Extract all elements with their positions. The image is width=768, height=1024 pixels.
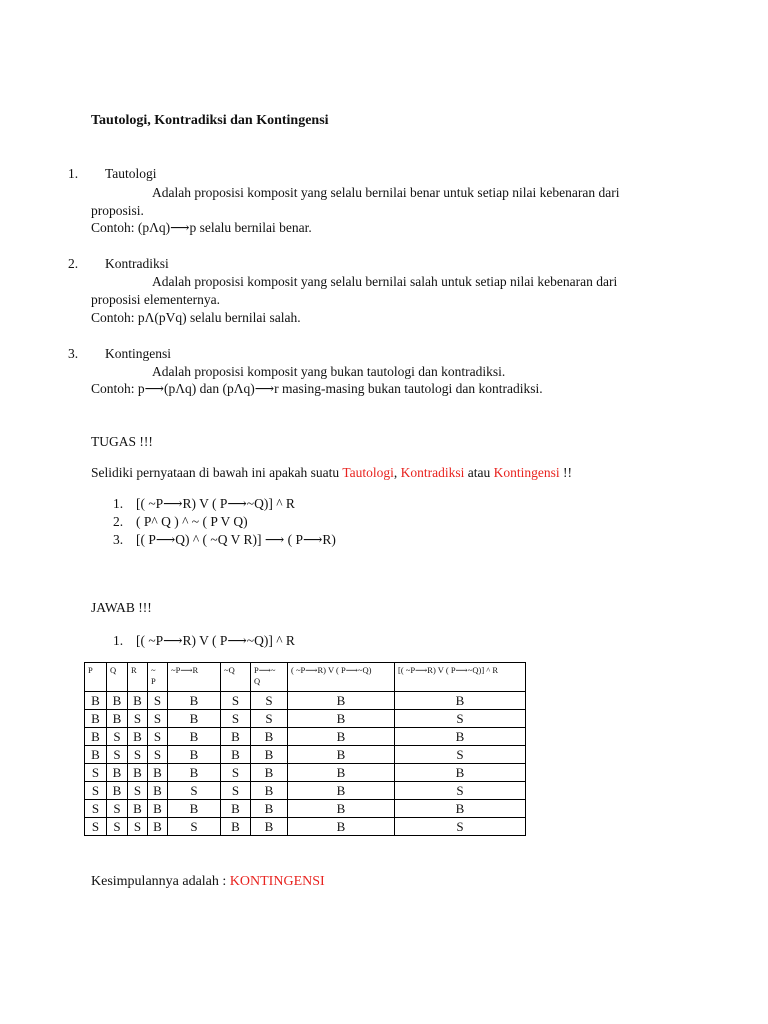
table-header-cell: ~ P [148, 663, 168, 692]
table-cell: B [221, 818, 251, 836]
table-cell: S [85, 818, 107, 836]
table-cell: B [251, 764, 288, 782]
table-cell: S [221, 782, 251, 800]
table-header-cell: R [128, 663, 148, 692]
table-header-cell: ~P⟶R [168, 663, 221, 692]
definition-text-cont: proposisi. [91, 203, 144, 218]
table-cell: S [251, 710, 288, 728]
table-cell: B [168, 764, 221, 782]
table-cell: S [395, 782, 526, 800]
table-cell: B [168, 800, 221, 818]
table-cell: B [168, 692, 221, 710]
list-item-number: 3. [113, 532, 124, 547]
list-item-number: 2. [113, 514, 124, 529]
truth-table [84, 662, 526, 836]
table-cell: S [128, 818, 148, 836]
list-item: [( P⟶Q) ^ ( ~Q V R)] ⟶ ( P⟶R) [136, 532, 336, 547]
table-cell: B [148, 818, 168, 836]
definition-text: Adalah proposisi komposit yang selalu bernilai benar untuk setiap nilai kebenaran dari [152, 185, 620, 200]
table-cell: B [288, 764, 395, 782]
section-heading: Kontradiksi [105, 256, 169, 271]
table-cell: B [395, 728, 526, 746]
section-heading: Kontingensi [105, 346, 171, 361]
table-cell: B [128, 800, 148, 818]
term-kontradiksi: Kontradiksi [400, 465, 465, 480]
table-row [85, 728, 526, 746]
table-cell: B [107, 764, 128, 782]
term-kontingensi: Kontingensi [493, 465, 560, 480]
table-row [85, 764, 526, 782]
table-header-cell: Q [107, 663, 128, 692]
table-cell: B [107, 710, 128, 728]
table-cell: B [288, 692, 395, 710]
definition-text: Adalah proposisi komposit yang selalu bernilai salah untuk setiap nilai kebenaran dari [152, 274, 618, 289]
table-cell: B [85, 746, 107, 764]
conclusion-value: KONTINGENSI [229, 874, 325, 889]
table-cell: S [85, 764, 107, 782]
example-text: Contoh: pΛ(pVq) selalu bernilai salah. [91, 310, 301, 325]
table-cell: B [395, 800, 526, 818]
table-cell: B [168, 710, 221, 728]
example-text: Contoh: (pΛq)⟶p selalu bernilai benar. [91, 220, 312, 235]
table-cell: S [85, 800, 107, 818]
table-cell: S [128, 782, 148, 800]
table-cell: B [288, 710, 395, 728]
table-header-cell: ( ~P⟶R) V ( P⟶~Q) [288, 663, 395, 692]
table-cell: B [85, 710, 107, 728]
table-cell: B [251, 746, 288, 764]
table-header-cell: P [85, 663, 107, 692]
conclusion [91, 874, 325, 890]
table-cell: B [221, 746, 251, 764]
tugas-instruction: Selidiki pernyataan di bawah ini apakah suatu Tautologi, Kontradiksi atau Kontingensi !! [91, 465, 572, 480]
table-cell: S [148, 710, 168, 728]
conclusion-label: Kesimpulannya adalah : [91, 874, 230, 889]
table-cell: B [128, 764, 148, 782]
table-cell: B [288, 782, 395, 800]
table-cell: S [107, 728, 128, 746]
table-row [85, 692, 526, 710]
table-row [85, 800, 526, 818]
table-cell: S [168, 782, 221, 800]
table-cell: S [107, 800, 128, 818]
table-row [85, 818, 526, 836]
table-cell: B [221, 800, 251, 818]
table-header-row [85, 663, 526, 692]
table-cell: S [395, 746, 526, 764]
table-cell: B [107, 692, 128, 710]
table-cell: B [85, 728, 107, 746]
tugas-label: TUGAS !!! [91, 434, 153, 449]
table-cell: B [395, 764, 526, 782]
table-cell: B [251, 800, 288, 818]
table-cell: S [395, 818, 526, 836]
table-cell: S [251, 692, 288, 710]
table-row [85, 710, 526, 728]
definition-text-cont: proposisi elementernya. [91, 292, 220, 307]
table-cell: B [251, 728, 288, 746]
table-cell: B [251, 782, 288, 800]
table-cell: B [288, 818, 395, 836]
table-cell: S [148, 728, 168, 746]
list-item-number: 1. [113, 496, 124, 511]
table-cell: S [128, 710, 148, 728]
table-cell: S [107, 818, 128, 836]
section-number: 1. [68, 166, 79, 181]
table-cell: B [395, 692, 526, 710]
table-cell: B [288, 728, 395, 746]
table-header-cell: [( ~P⟶R) V ( P⟶~Q)] ^ R [395, 663, 526, 692]
table-cell: B [128, 692, 148, 710]
table-cell: B [148, 764, 168, 782]
table-cell: B [168, 728, 221, 746]
table-cell: S [148, 692, 168, 710]
table-cell: S [221, 710, 251, 728]
table-cell: B [288, 746, 395, 764]
list-item: ( P^ Q ) ^ ~ ( P V Q) [136, 514, 248, 529]
section-number: 3. [68, 346, 79, 361]
table-header-cell: P⟶~ Q [251, 663, 288, 692]
table-cell: S [168, 818, 221, 836]
table-cell: B [168, 746, 221, 764]
table-cell: B [251, 818, 288, 836]
list-item: [( ~P⟶R) V ( P⟶~Q)] ^ R [136, 496, 295, 511]
table-cell: S [221, 692, 251, 710]
table-cell: S [128, 746, 148, 764]
document-title: Tautologi, Kontradiksi dan Kontingensi [91, 113, 329, 128]
table-cell: B [107, 782, 128, 800]
jawab-item-number: 1. [113, 633, 124, 648]
table-cell: B [128, 728, 148, 746]
definition-text: Adalah proposisi komposit yang bukan tautologi dan kontradiksi. [152, 364, 506, 379]
table-cell: S [107, 746, 128, 764]
table-cell: S [221, 764, 251, 782]
jawab-label: JAWAB !!! [91, 600, 152, 615]
table-row [85, 746, 526, 764]
term-tautologi: Tautologi [342, 465, 394, 480]
section-number: 2. [68, 256, 79, 271]
table-header-cell: ~Q [221, 663, 251, 692]
table-row [85, 782, 526, 800]
table-cell: B [288, 800, 395, 818]
example-text: Contoh: p⟶(pΛq) dan (pΛq)⟶r masing-masing bukan tautologi dan kontradiksi. [91, 381, 543, 396]
section-heading: Tautologi [105, 166, 157, 181]
table-cell: S [148, 746, 168, 764]
table-cell: B [148, 782, 168, 800]
table-cell: B [221, 728, 251, 746]
table-cell: B [148, 800, 168, 818]
jawab-item: [( ~P⟶R) V ( P⟶~Q)] ^ R [136, 633, 295, 648]
table-cell: S [395, 710, 526, 728]
table-cell: B [85, 692, 107, 710]
table-cell: S [85, 782, 107, 800]
